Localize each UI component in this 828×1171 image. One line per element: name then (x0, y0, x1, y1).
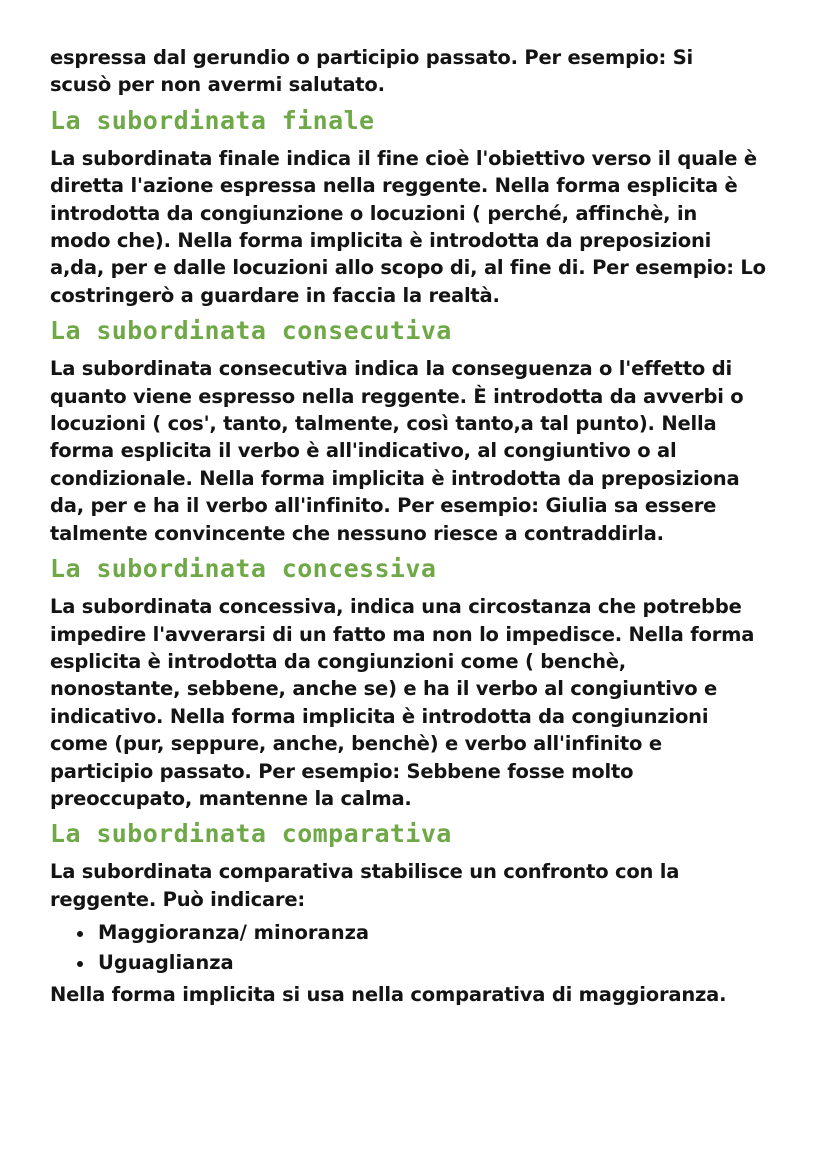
bullet-dot-icon (77, 931, 83, 937)
intro-paragraph: espressa dal gerundio o participio passato. Per esempio: Si scusò per non avermi salutato. (50, 46, 694, 97)
paragraph-consecutiva: La subordinata consecutiva indica la conseguenza o l'effetto di quanto viene espresso nella reggente. È introdotta da avverbi o locuzioni ( cos', tanto, talmente, così tanto,a tal punto). Nella forma esplicita il verbo è all'indicativo, al congiuntivo o al condizionale. Nella forma implicita è introdotta da preposiziona da, per e ha il verbo all'infinito. Per esempio: Giulia sa essere talmente convincente che nessuno riesce a contraddirla. (50, 357, 744, 545)
comparativa-bullet-list (50, 918, 788, 977)
list-item (75, 948, 788, 978)
list-item-label: Uguaglianza (98, 950, 234, 974)
heading-consecutiva: La subordinata consecutiva (50, 316, 452, 346)
paragraph-comparativa: La subordinata comparativa stabilisce un confronto con la reggente. Può indicare: (50, 860, 680, 911)
bullet-dot-icon (77, 961, 83, 967)
heading-finale: La subordinata finale (50, 105, 375, 135)
heading-concessiva: La subordinata concessiva (50, 554, 437, 584)
heading-comparativa: La subordinata comparativa (50, 819, 452, 849)
paragraph-concessiva: La subordinata concessiva, indica una circostanza che potrebbe impedire l'avverarsi di un fatto ma non lo impedisce. Nella forma esplicita è introdotta da congiunzioni come ( benchè, nonostante, sebbene, anche se) e ha il verbo al congiuntivo e indicativo. Nella forma implicita è introdotta da congiunzioni come (pur, seppure, anche, benchè) e verbo all'infinito e participio passato. Per esempio: Sebbene fosse molto preoccupato, mantenne la calma. (50, 595, 755, 810)
paragraph-finale: La subordinata finale indica il fine cioè l'obiettivo verso il quale è diretta l'azione espressa nella reggente. Nella forma esplicita è introdotta da congiunzione o locuzioni ( perché, affinchè, in modo che). Nella forma implicita è introdotta da preposizioni a,da, per e dalle locuzioni allo scopo di, al fine di. Per esempio: Lo costringerò a guardare in faccia la realtà. (50, 146, 766, 307)
closing-paragraph: Nella forma implicita si usa nella comparativa di maggioranza. (50, 983, 727, 1007)
list-item-label: Maggioranza/ minoranza (98, 921, 370, 945)
list-item (75, 918, 788, 948)
